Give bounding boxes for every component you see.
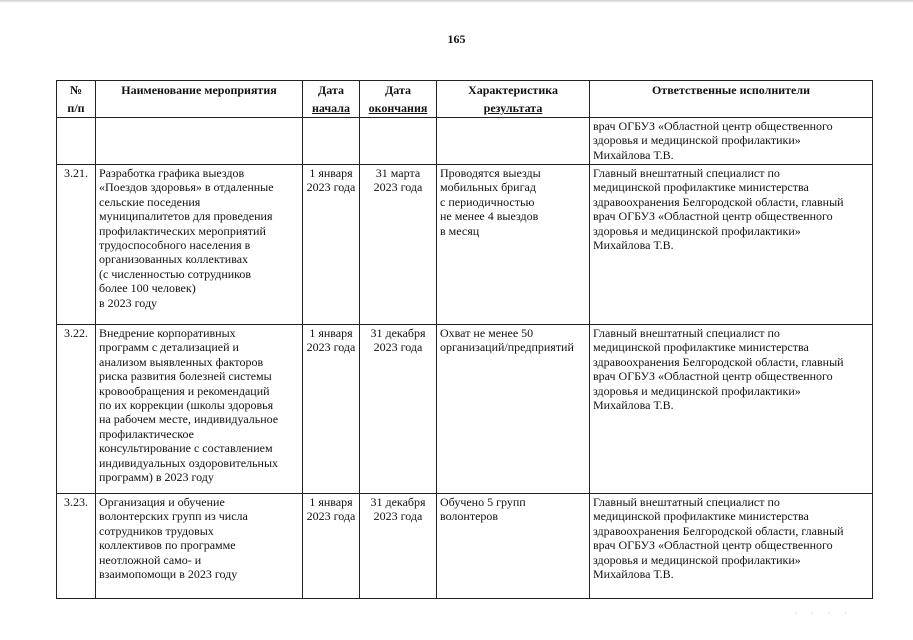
header-start-line2: начала [311, 101, 351, 116]
header-start-line1: Дата [318, 83, 344, 97]
row-end-date: 31 декабря 2023 года [360, 494, 437, 599]
header-number-line2: п/п [67, 101, 85, 116]
row-result: Обучено 5 групп волонтеров [437, 494, 590, 599]
header-start-date [303, 81, 360, 118]
header-result-line1: Характеристика [468, 83, 558, 97]
continuation-result-cell [437, 117, 590, 164]
continuation-responsible-cell: врач ОГБУЗ «Областной центр общественного здоровья и медицинской профилактики» Михайлова Т.В. [590, 117, 873, 164]
header-result-line2: результата [483, 101, 543, 116]
header-responsible-text: Ответственные исполнители [651, 83, 811, 97]
table-row-continuation [57, 117, 873, 164]
header-end-line1: Дата [385, 83, 411, 97]
row-responsible: Главный внештатный специалист по медицинской профилактике министерства здравоохранения Белгородской области, главный врач ОГБУЗ «Областной центр общественного здоровья и медицинской профилактики» Михайлова Т.В. [590, 165, 873, 325]
row-start-date: 1 января 2023 года [303, 325, 360, 494]
header-responsible [590, 81, 873, 118]
row-responsible: Главный внештатный специалист по медицинской профилактике министерства здравоохранения Белгородской области, главный врач ОГБУЗ «Областной центр общественного здоровья и медицинской профилактики» Михайлова Т.В. [590, 494, 873, 599]
header-name-text: Наименование мероприятия [121, 83, 277, 97]
header-result [437, 81, 590, 118]
continuation-number-cell [57, 117, 96, 164]
continuation-start-cell [303, 117, 360, 164]
continuation-end-cell [360, 117, 437, 164]
row-number: 3.22. [57, 325, 96, 494]
page-number: 165 [447, 32, 466, 46]
table-header-row [57, 81, 873, 118]
header-name [96, 81, 303, 118]
row-start-date: 1 января 2023 года [303, 165, 360, 325]
header-number [57, 81, 96, 118]
row-result: Охват не менее 50 организаций/предприятий [437, 325, 590, 494]
scan-noise: · · · · [794, 609, 853, 618]
row-start-date: 1 января 2023 года [303, 494, 360, 599]
row-event-name: Внедрение корпоративных программ с детализацией и анализом выявленных факторов риска развития болезней системы кровообращения и рекомендаций по их коррекции (школы здоровья на рабочем месте, индивидуальное профилактическое консультирование с составлением индивидуальных оздоровительных программ) в 2023 году [96, 325, 303, 494]
row-event-name: Разработка графика выездов «Поездов здоровья» в отдаленные сельские поседения муниципалитетов для проведения профилактических мероприятий трудоспособного населения в организованных коллективах (с численностью сотрудников более 100 человек) в 2023 году [96, 165, 303, 325]
table-row [57, 325, 873, 494]
header-number-line1: № [69, 83, 83, 97]
row-result: Проводятся выезды мобильных бригад с периодичностью не менее 4 выездов в месяц [437, 165, 590, 325]
row-event-name: Организация и обучение волонтерских групп из числа сотрудников трудовых коллективов по программе неотложной само- и взаимопомощи в 2023 году [96, 494, 303, 599]
events-table [56, 80, 873, 599]
row-number: 3.21. [57, 165, 96, 325]
row-responsible: Главный внештатный специалист по медицинской профилактике министерства здравоохранения Белгородской области, главный врач ОГБУЗ «Областной центр общественного здоровья и медицинской профилактики» Михайлова Т.В. [590, 325, 873, 494]
table-row [57, 494, 873, 599]
header-end-line2: окончания [368, 101, 428, 116]
scan-top-edge [0, 0, 913, 3]
continuation-name-cell [96, 117, 303, 164]
row-end-date: 31 марта 2023 года [360, 165, 437, 325]
table-row [57, 165, 873, 325]
header-end-date [360, 81, 437, 118]
row-end-date: 31 декабря 2023 года [360, 325, 437, 494]
row-number: 3.23. [57, 494, 96, 599]
